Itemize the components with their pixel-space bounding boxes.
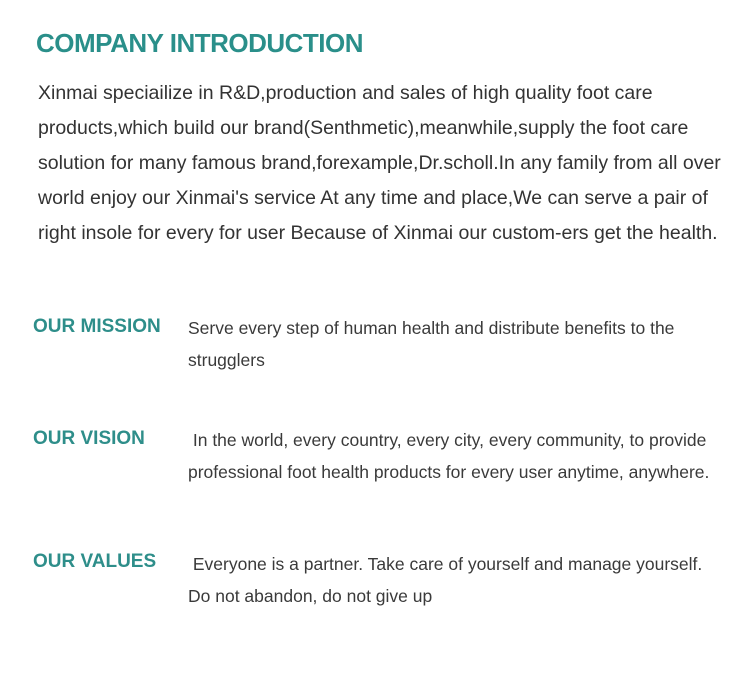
vision-text: In the world, every country, every city, every community, to provide professional foot health products for every user anytime, anywhere. (188, 430, 710, 482)
mission-label: OUR MISSION (33, 316, 161, 337)
intro-paragraph: Xinmai speciailize in R&D,production and sales of high quality foot care products,which build our brand(Senthmetic),meanwhile,supply the foot care solution for many famous brand,forexample,Dr.scholl.In any family from all over world enjoy our Xinmai's service At any time and place,We can serve a pair of right insole for every for user Because of Xinmai our custom-ers get the health. (38, 82, 721, 244)
values-label: OUR VALUES (33, 551, 157, 572)
mission-text: Serve every step of human health and distribute benefits to the strugglers (188, 318, 675, 370)
vision-label: OUR VISION (33, 428, 145, 449)
page-title: COMPANY INTRODUCTION (36, 28, 364, 58)
values-text: Everyone is a partner. Take care of yourself and manage yourself. Do not abandon, do not give up (188, 554, 703, 606)
